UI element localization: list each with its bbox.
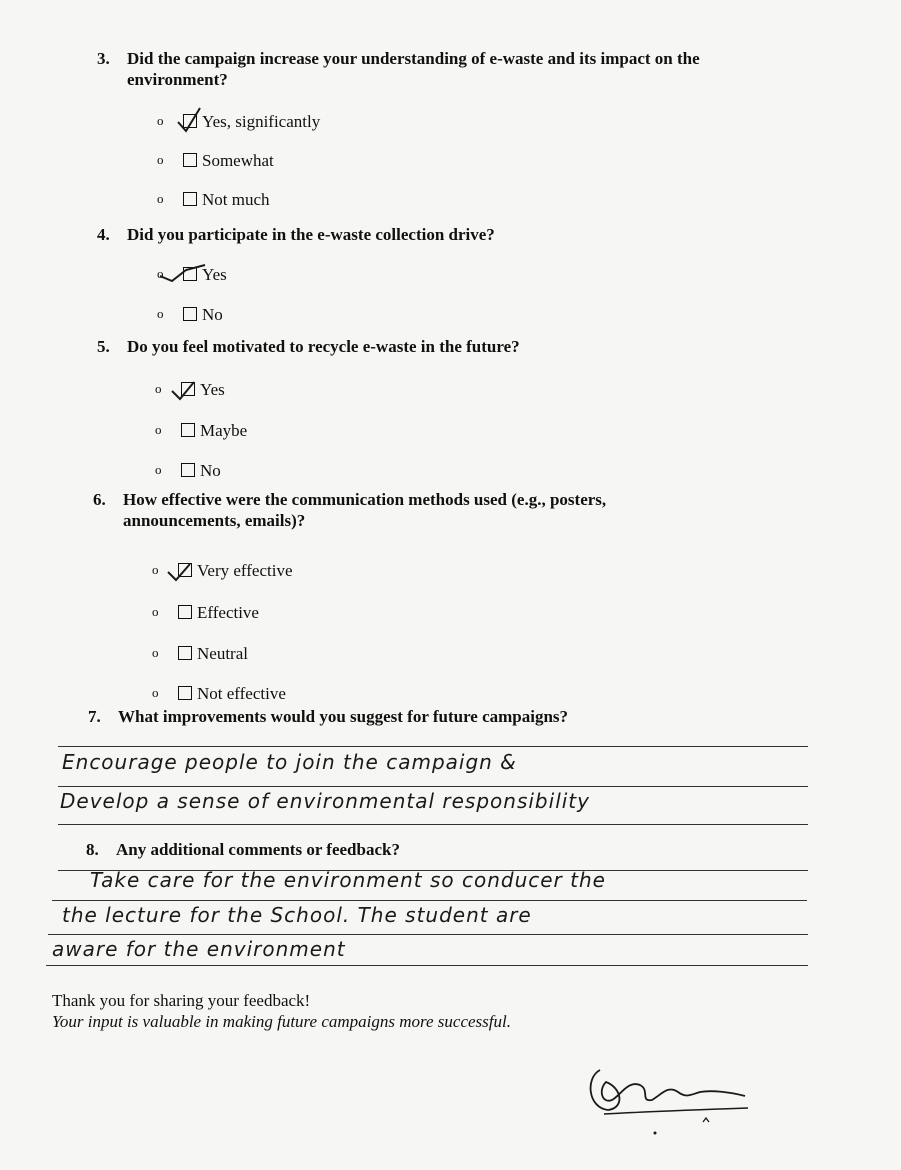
question-text: Did you participate in the e-waste collection drive? xyxy=(127,225,495,244)
option-label: Yes xyxy=(200,380,225,399)
bullet-icon: o xyxy=(157,191,164,206)
handwritten-answer-q8-line2: the lecture for the School. The student are xyxy=(62,903,532,927)
handwritten-answer-q8-line3: aware for the environment xyxy=(52,937,346,961)
question-number: 5. xyxy=(97,337,110,356)
option-label: Yes xyxy=(202,265,227,284)
signature-icon xyxy=(591,1070,748,1135)
bullet-icon: o xyxy=(152,645,159,660)
option-label: No xyxy=(200,461,221,480)
question-number: 8. xyxy=(86,840,99,859)
question-text-continued: environment? xyxy=(127,70,228,89)
bullet-icon: o xyxy=(157,152,164,167)
question-number: 7. xyxy=(88,707,101,726)
bullet-icon: o xyxy=(157,266,164,281)
bullet-icon: o xyxy=(155,381,162,396)
option-label: Maybe xyxy=(200,421,248,440)
handwritten-answer-q8-line1: Take care for the environment so conducer the xyxy=(90,868,606,892)
option-label: Yes, significantly xyxy=(202,112,321,131)
bullet-icon: o xyxy=(155,422,162,437)
bullet-icon: o xyxy=(155,462,162,477)
bullet-icon: o xyxy=(157,113,164,128)
thanks-message: Thank you for sharing your feedback! xyxy=(52,991,311,1010)
question-text: How effective were the communication methods used (e.g., posters, xyxy=(123,490,607,509)
option-label: Not effective xyxy=(197,684,286,703)
question-text: Any additional comments or feedback? xyxy=(116,840,400,859)
handwritten-answer-q7-line2: Develop a sense of environmental responsibility xyxy=(60,789,590,813)
question-number: 3. xyxy=(97,49,110,68)
bullet-icon: o xyxy=(152,685,159,700)
option-label: Somewhat xyxy=(202,151,274,170)
question-text: Did the campaign increase your understanding of e-waste and its impact on the xyxy=(127,49,700,68)
footer-note: Your input is valuable in making future campaigns more successful. xyxy=(52,1012,511,1031)
option-label: Very effective xyxy=(197,561,293,580)
option-label: No xyxy=(202,305,223,324)
question-number: 4. xyxy=(97,225,110,244)
bullet-icon: o xyxy=(152,562,159,577)
option-label: Effective xyxy=(197,603,259,622)
bullet-icon: o xyxy=(152,604,159,619)
handwritten-answer-q7-line1: Encourage people to join the campaign & xyxy=(62,750,517,774)
question-text-continued: announcements, emails)? xyxy=(123,511,306,530)
bullet-icon: o xyxy=(157,306,164,321)
option-label: Neutral xyxy=(197,644,248,663)
question-text: What improvements would you suggest for future campaigns? xyxy=(118,707,569,726)
option-label: Not much xyxy=(202,190,270,209)
tick-mark-icon xyxy=(172,382,194,399)
tick-mark-icon xyxy=(160,265,205,281)
tick-mark-icon xyxy=(178,108,200,131)
tick-mark-icon xyxy=(168,564,190,580)
question-number: 6. xyxy=(93,490,106,509)
question-text: Do you feel motivated to recycle e-waste in the future? xyxy=(127,337,520,356)
